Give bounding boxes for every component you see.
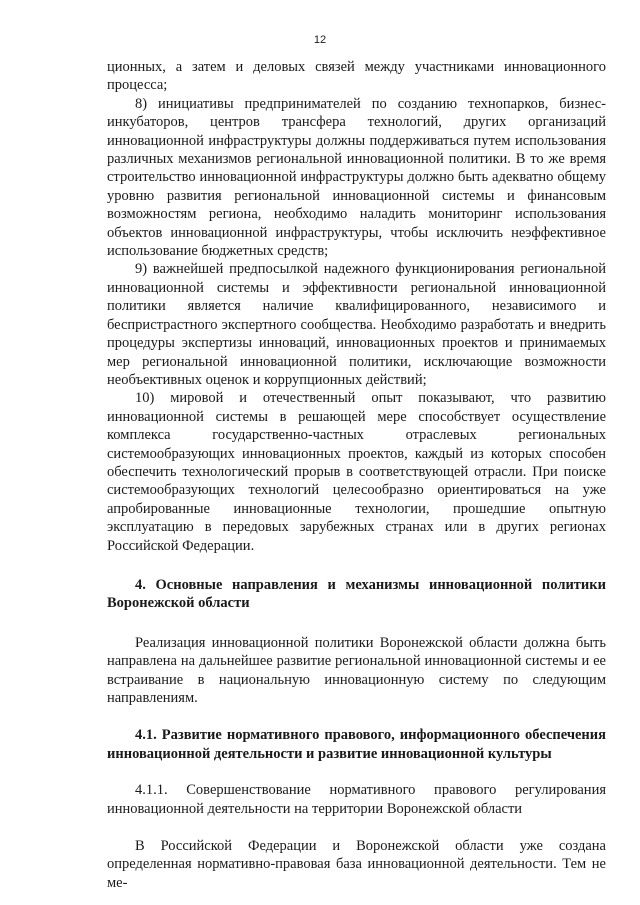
document-body	[107, 58, 606, 892]
list-item-9: 9) важнейшей предпосылкой надежного функционирования региональной инновационной системы и эффективности региональной инновационной политики является наличие квалифицированного, независимого и беспристрастного экспертного сообщества. Необходимо разработать и внедрить процедуры экспертизы инноваций, инновационных проектов и принимаемых мер региональной инновационной политики, исключающие возможности необъективных оценок и коррупционных действий;	[107, 261, 606, 388]
section-4-intro: Реализация инновационной политики Воронежской области должна быть направлена на дальнейшее развитие региональной инновационной системы и ее встраивание в национальную инновационную систему по следующим направлениям.	[107, 634, 606, 706]
paragraph-continuation: ционных, а затем и деловых связей между участниками инновационного процесса;	[107, 59, 606, 94]
section-4-1-1-heading: 4.1.1. Совершенствование нормативного правового регулирования инновационной деятельности на территории Воронежской области	[107, 782, 606, 817]
list-item-10: 10) мировой и отечественный опыт показывают, что развитию инновационной системы в решающей мере способствует осуществление комплекса государственно-частных отраслевых региональных системообразующих инновационных проектов, каждый из которых способен обеспечить технологический прорыв в соответствующей отрасли. При поиске системообразующих технологий целесообразно ориентироваться на уже апробированные инновационные технологии, прошедшие опытную эксплуатацию в передовых зарубежных странах или в других регионах Российской Федерации.	[107, 390, 606, 554]
section-4-heading: 4. Основные направления и механизмы инновационной политики Воронежской области	[107, 576, 606, 612]
page-number: 12	[313, 34, 327, 46]
section-4-1-heading: 4.1. Развитие нормативного правового, информационного обеспечения инновационной деятельности и развитие инновационной культуры	[107, 727, 606, 762]
final-paragraph: В Российской Федерации и Воронежской области уже создана определенная нормативно-правовая база инновационной деятельности. Тем не ме-	[107, 838, 606, 891]
list-item-8: 8) инициативы предпринимателей по созданию технопарков, бизнес-инкубаторов, центров трансфера технологий, других организаций инновационной инфраструктуры должны поддерживаться путем использования различных механизмов региональной инновационной политики. В то же время строительство инновационной инфраструктуры должно быть адекватно общему уровню развития региональной инновационной системы и финансовым возможностям региона, необходимо наладить мониторинг использования объектов инновационной инфраструктуры, чтобы исключить неэффективное использование бюджетных средств;	[107, 95, 606, 260]
